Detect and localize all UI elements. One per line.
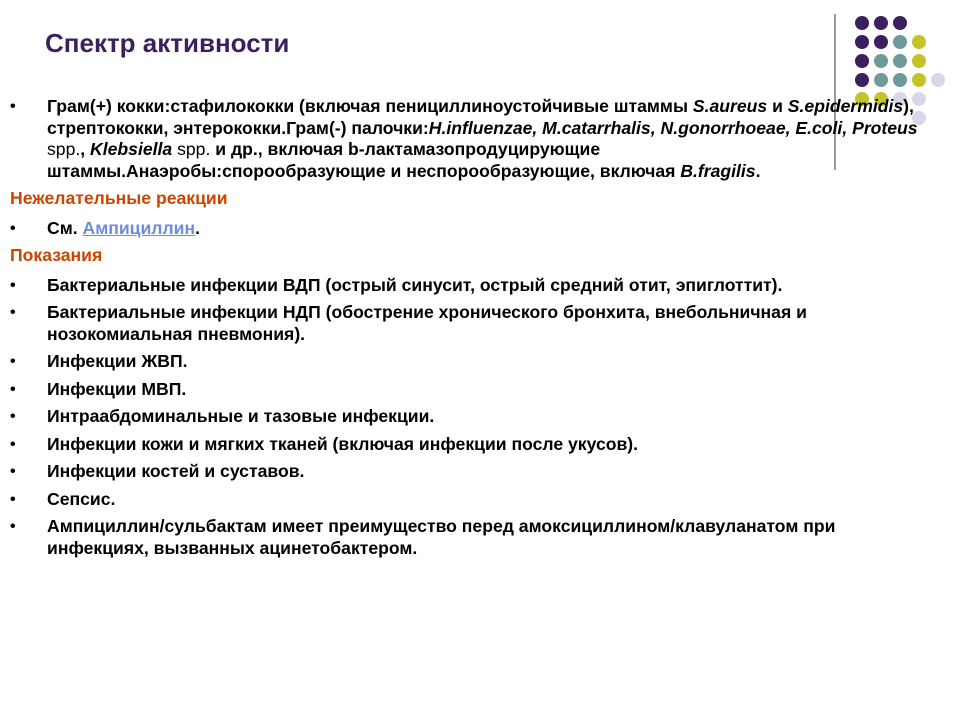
bullet-icon: • (10, 435, 16, 453)
ampicillin-link[interactable]: Ампициллин (82, 217, 196, 238)
organism-s-epidermidis: S.epidermidis (787, 96, 904, 116)
organism-klebsiella: Klebsiella (90, 139, 173, 159)
indication-item (10, 516, 920, 559)
decorative-dot (855, 54, 869, 68)
indication-text: Интраабдоминальные и тазовые инфекции. (47, 406, 435, 426)
decorative-dot (855, 73, 869, 87)
decorative-dot (855, 16, 869, 30)
indication-text: Инфекции костей и суставов. (47, 461, 305, 481)
adverse-item (10, 218, 920, 240)
bullet-icon: • (10, 380, 16, 398)
indication-item (10, 302, 920, 345)
bullet-icon: • (10, 518, 16, 535)
decorative-dot (912, 73, 926, 87)
bullet-icon: • (10, 353, 16, 370)
decorative-dot (874, 16, 888, 30)
spectrum-text: , (80, 139, 91, 159)
decorative-dot (874, 35, 888, 49)
adverse-prefix: См. (47, 217, 83, 238)
indication-text: Инфекции ЖВП. (47, 351, 188, 371)
adverse-suffix: . (195, 217, 200, 238)
bullet-icon: • (10, 463, 16, 480)
spectrum-text: Грам(+) кокки:стафилококки (включая пенициллиноустойчивые штаммы (47, 96, 693, 116)
decorative-dot (912, 54, 926, 68)
decorative-dot (893, 54, 907, 68)
indication-text: Бактериальные инфекции НДП (обострение хронического бронхита, внебольничная и нозокомиальная пневмония). (47, 302, 807, 344)
bullet-icon: • (10, 408, 16, 425)
bullet-icon: • (10, 276, 16, 294)
indications-heading: Показания (10, 245, 103, 265)
spectrum-text: и (767, 96, 788, 116)
spectrum-text: и др., включая b-лактамазопродуцирующие штаммы.Анаэробы:спорообразующие и неспорообразующие, включая (47, 139, 681, 181)
spectrum-text: ), стрептококки, энтерококки.Грам(-) палочки: (47, 96, 914, 138)
decorative-dot (893, 73, 907, 87)
decorative-dot (874, 73, 888, 87)
indication-item (10, 351, 920, 373)
bullet-icon: • (10, 490, 16, 508)
slide-content (10, 96, 920, 559)
decorative-dot (893, 16, 907, 30)
bullet-icon: • (10, 304, 16, 321)
indication-text: Инфекции МВП. (47, 378, 187, 399)
indication-item (10, 406, 920, 428)
slide-title: Спектр активности (45, 28, 290, 58)
indication-item (10, 461, 920, 483)
decorative-dot (874, 54, 888, 68)
organism-s-aureus: S.aureus (692, 96, 768, 116)
spp-text: spp. (47, 139, 81, 159)
indication-text: Ампициллин/сульбактам имеет преимущество перед амоксициллином/клавуланатом при инфекциях, вызванных ацинетобактером. (47, 516, 836, 558)
bullet-icon: • (10, 219, 16, 237)
indication-text: Инфекции кожи и мягких тканей (включая инфекции после укусов). (47, 433, 639, 454)
indication-item (10, 434, 920, 456)
organism-b-fragilis: B.fragilis (680, 160, 756, 181)
indication-item (10, 275, 920, 297)
adverse-heading: Нежелательные реакции (10, 188, 228, 208)
decorative-dot (855, 35, 869, 49)
decorative-dot (912, 35, 926, 49)
organism-list: H.influenzae, M.catarrhalis, N.gonorrhoeae, E.coli, Proteus (428, 117, 918, 138)
indication-text: Сепсис. (47, 488, 116, 509)
indication-item (10, 489, 920, 511)
decorative-dot (931, 73, 945, 87)
indication-item (10, 379, 920, 401)
decorative-dot (893, 35, 907, 49)
spp-text: spp. (172, 139, 211, 159)
indication-text: Бактериальные инфекции ВДП (острый синусит, острый средний отит, эпиглоттит). (47, 274, 783, 295)
spectrum-item (10, 96, 920, 182)
bullet-icon: • (10, 98, 16, 115)
indications-list (10, 275, 920, 560)
spectrum-text: . (755, 160, 761, 181)
